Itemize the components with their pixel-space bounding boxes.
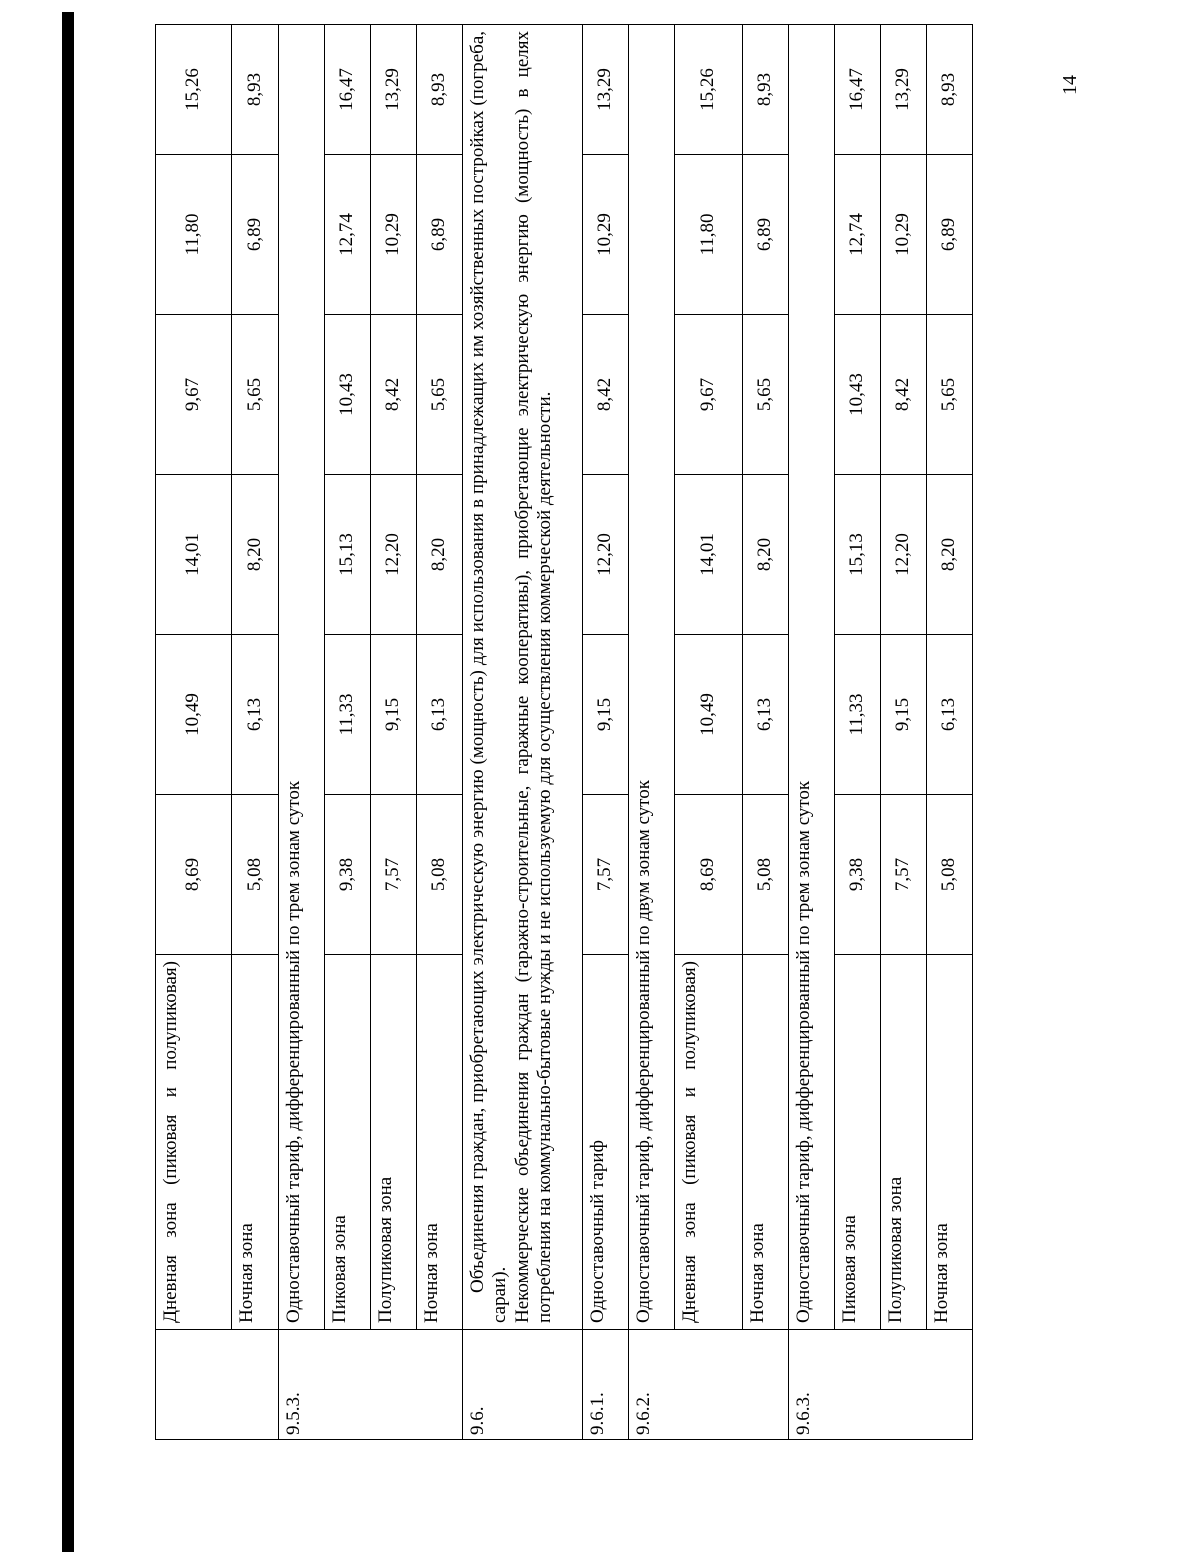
- row-label: Пиковая зона: [835, 955, 881, 1330]
- value-cell: 9,38: [835, 795, 881, 955]
- section-heading: Одноставочный тариф, дифференцированный по трем зонам суток: [789, 25, 835, 1330]
- table-row: [835, 25, 881, 1440]
- value-cell: 12,20: [583, 475, 629, 635]
- value-cell: 16,47: [835, 25, 881, 155]
- value-cell: 7,57: [881, 795, 927, 955]
- value-cell: 12,20: [881, 475, 927, 635]
- scan-edge-bar: [62, 12, 74, 1552]
- value-cell: 8,69: [156, 795, 232, 955]
- code-cell: 9.6.2.: [629, 1330, 789, 1440]
- section-heading: Одноставочный тариф, дифференцированный по двум зонам суток: [629, 25, 675, 1330]
- value-cell: 6,13: [417, 635, 463, 795]
- value-cell: 8,69: [675, 795, 743, 955]
- value-cell: 8,20: [417, 475, 463, 635]
- value-cell: 12,74: [325, 155, 371, 315]
- value-cell: 5,65: [232, 315, 279, 475]
- value-cell: 11,80: [156, 155, 232, 315]
- row-label: Ночная зона: [927, 955, 973, 1330]
- code-cell: 9.6.3.: [789, 1330, 973, 1440]
- table-row: [463, 25, 583, 1440]
- value-cell: 6,89: [927, 155, 973, 315]
- row-label: Одноставочный тариф: [583, 955, 629, 1330]
- value-cell: 5,08: [232, 795, 279, 955]
- value-cell: 14,01: [675, 475, 743, 635]
- table-row: [232, 25, 279, 1440]
- rotated-page-content: [155, 25, 965, 1440]
- value-cell: 5,65: [743, 315, 789, 475]
- value-cell: 13,29: [371, 25, 417, 155]
- value-cell: 8,93: [927, 25, 973, 155]
- row-label: Дневная зона (пиковая и полупиковая): [156, 955, 232, 1330]
- value-cell: 7,57: [371, 795, 417, 955]
- value-cell: 10,49: [675, 635, 743, 795]
- value-cell: 9,15: [583, 635, 629, 795]
- value-cell: 8,42: [371, 315, 417, 475]
- value-cell: 9,15: [371, 635, 417, 795]
- value-cell: 6,13: [927, 635, 973, 795]
- table-row: [927, 25, 973, 1440]
- value-cell: 8,93: [232, 25, 279, 155]
- code-cell: [156, 1330, 279, 1440]
- section-description: [463, 25, 583, 1330]
- row-label: Ночная зона: [232, 955, 279, 1330]
- value-cell: 5,65: [417, 315, 463, 475]
- table-row: [881, 25, 927, 1440]
- table-row: [371, 25, 417, 1440]
- row-label: Пиковая зона: [325, 955, 371, 1330]
- value-cell: 10,43: [835, 315, 881, 475]
- value-cell: 15,26: [675, 25, 743, 155]
- value-cell: 6,89: [743, 155, 789, 315]
- value-cell: 11,80: [675, 155, 743, 315]
- value-cell: 14,01: [156, 475, 232, 635]
- description-paragraph: Объединения граждан, приобретающих электрическую энергию (мощность) для использования в принадлежащих им хозяйственных постройках (погреба, сараи).: [467, 31, 511, 1323]
- value-cell: 16,47: [325, 25, 371, 155]
- value-cell: 7,57: [583, 795, 629, 955]
- section-heading: Одноставочный тариф, дифференцированный по трем зонам суток: [279, 25, 325, 1330]
- value-cell: 9,15: [881, 635, 927, 795]
- value-cell: 15,26: [156, 25, 232, 155]
- code-cell: 9.6.: [463, 1330, 583, 1440]
- value-cell: 5,08: [417, 795, 463, 955]
- value-cell: 12,20: [371, 475, 417, 635]
- value-cell: 9,38: [325, 795, 371, 955]
- value-cell: 8,20: [232, 475, 279, 635]
- value-cell: 6,89: [417, 155, 463, 315]
- tariff-table: [155, 24, 973, 1440]
- value-cell: 8,93: [743, 25, 789, 155]
- value-cell: 5,08: [743, 795, 789, 955]
- table-row: [675, 25, 743, 1440]
- row-label: Ночная зона: [417, 955, 463, 1330]
- value-cell: 11,33: [325, 635, 371, 795]
- description-paragraph: Некоммерческие объединения граждан (гаражно-строительные, гаражные кооперативы), приобретающие электрическую энергию (мощность) в целях потребления на коммунально-бытовые нужды и не используемую для осуществления коммерческой деятельности.: [511, 31, 556, 1323]
- value-cell: 11,33: [835, 635, 881, 795]
- value-cell: 8,20: [743, 475, 789, 635]
- table-row: [156, 25, 232, 1440]
- table-row: [325, 25, 371, 1440]
- value-cell: 12,74: [835, 155, 881, 315]
- value-cell: 15,13: [325, 475, 371, 635]
- value-cell: 10,49: [156, 635, 232, 795]
- table-row: [789, 25, 835, 1440]
- value-cell: 10,29: [881, 155, 927, 315]
- value-cell: 10,29: [371, 155, 417, 315]
- value-cell: 9,67: [675, 315, 743, 475]
- value-cell: 5,65: [927, 315, 973, 475]
- value-cell: 10,43: [325, 315, 371, 475]
- value-cell: 8,93: [417, 25, 463, 155]
- value-cell: 6,13: [232, 635, 279, 795]
- value-cell: 10,29: [583, 155, 629, 315]
- row-label: Дневная зона (пиковая и полупиковая): [675, 955, 743, 1330]
- value-cell: 8,20: [927, 475, 973, 635]
- value-cell: 9,67: [156, 315, 232, 475]
- value-cell: 15,13: [835, 475, 881, 635]
- table-row: [743, 25, 789, 1440]
- row-label: Полупиковая зона: [881, 955, 927, 1330]
- table-row: [583, 25, 629, 1440]
- row-label: Полупиковая зона: [371, 955, 417, 1330]
- page-number: 14: [1059, 75, 1081, 95]
- value-cell: 8,42: [881, 315, 927, 475]
- table-row: [629, 25, 675, 1440]
- value-cell: 5,08: [927, 795, 973, 955]
- table-row: [417, 25, 463, 1440]
- value-cell: 6,13: [743, 635, 789, 795]
- value-cell: 8,42: [583, 315, 629, 475]
- code-cell: 9.5.3.: [279, 1330, 463, 1440]
- value-cell: 13,29: [881, 25, 927, 155]
- value-cell: 13,29: [583, 25, 629, 155]
- row-label: Ночная зона: [743, 955, 789, 1330]
- code-cell: 9.6.1.: [583, 1330, 629, 1440]
- table-row: [279, 25, 325, 1440]
- value-cell: 6,89: [232, 155, 279, 315]
